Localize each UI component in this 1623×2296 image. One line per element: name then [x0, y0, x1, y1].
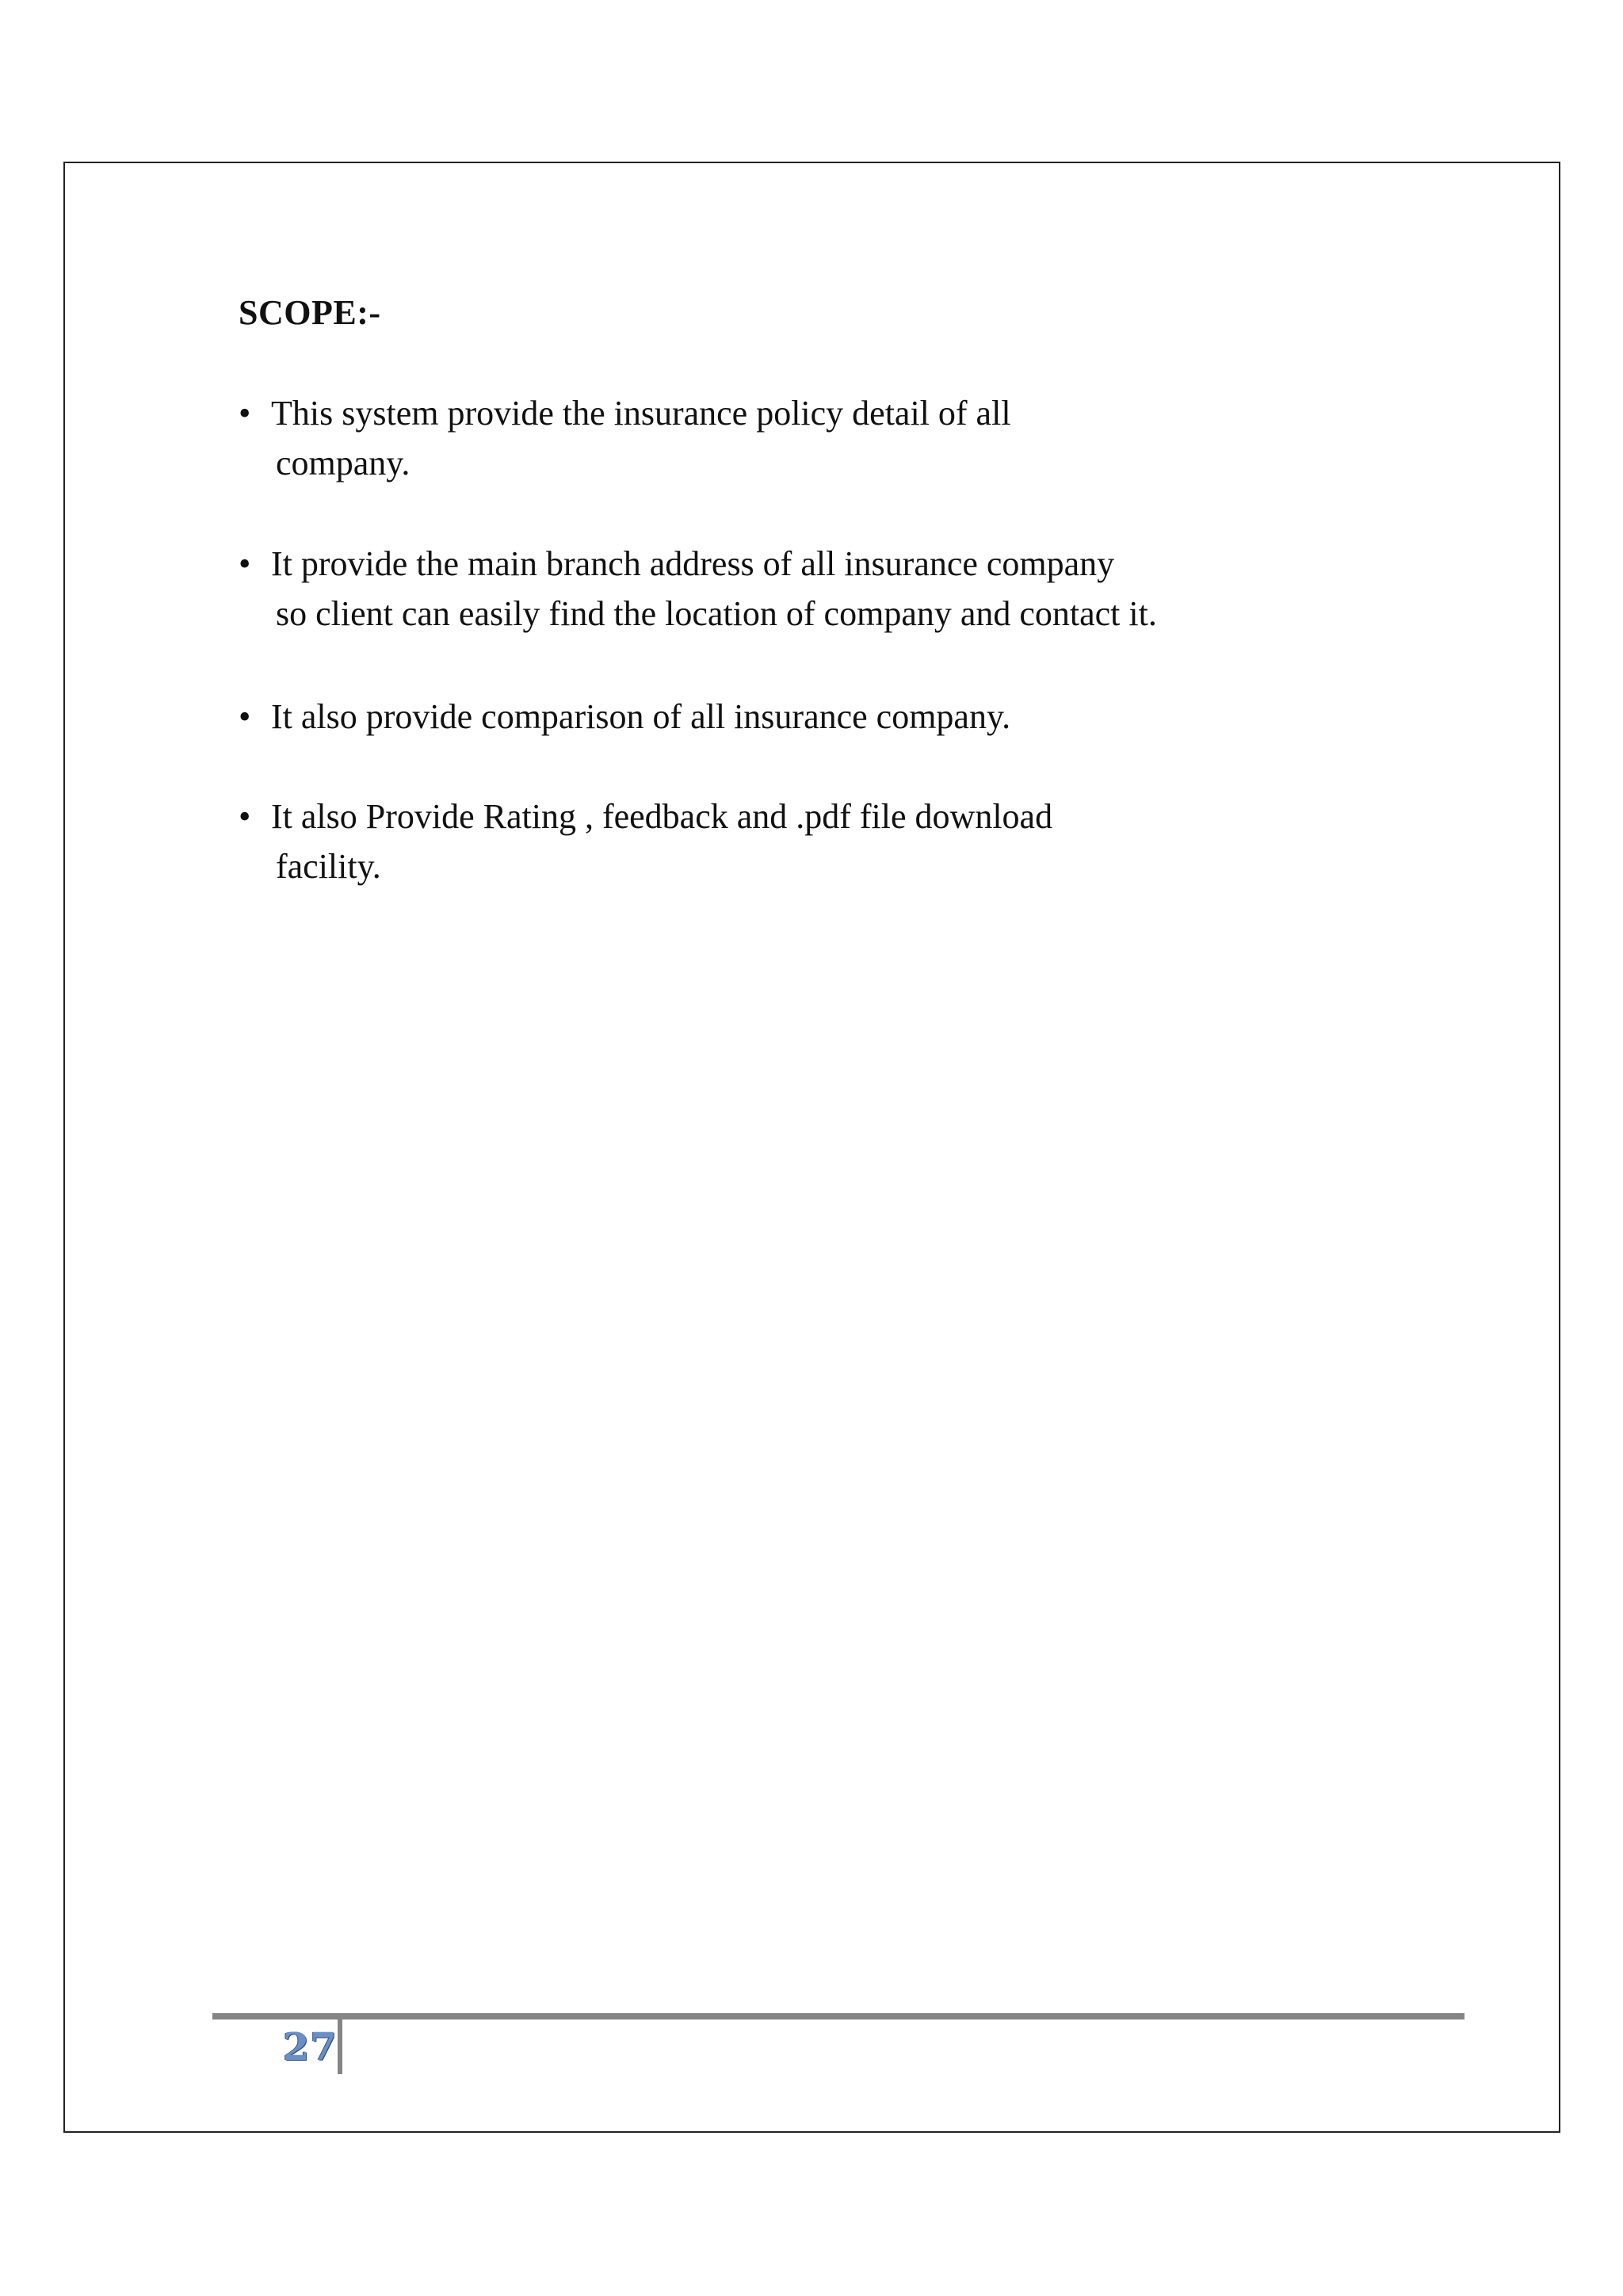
bullet-item [239, 791, 1052, 891]
page-number-divider [338, 2019, 342, 2074]
bullet-text-continued: company. [276, 444, 411, 482]
bullet-icon: • [239, 797, 251, 836]
section-heading: SCOPE:- [239, 293, 381, 332]
bullet-icon: • [239, 697, 251, 736]
footer-divider [212, 2013, 1465, 2019]
bullet-text: It also provide comparison of all insurance company. [271, 697, 1011, 736]
bullet-text-continued: so client can easily find the location of company and contact it. [276, 594, 1157, 633]
bullet-icon: • [239, 394, 251, 433]
page-number: 27 [283, 2025, 338, 2069]
bullet-item [239, 388, 1011, 488]
bullet-icon: • [239, 544, 251, 583]
bullet-item [239, 539, 1157, 639]
bullet-text-continued: facility. [276, 847, 381, 886]
bullet-text: It provide the main branch address of all insurance company [271, 544, 1115, 583]
bullet-item [239, 692, 1010, 742]
bullet-text: It also Provide Rating , feedback and .pdf file download [271, 797, 1053, 836]
bullet-text: This system provide the insurance policy detail of all [271, 394, 1011, 433]
